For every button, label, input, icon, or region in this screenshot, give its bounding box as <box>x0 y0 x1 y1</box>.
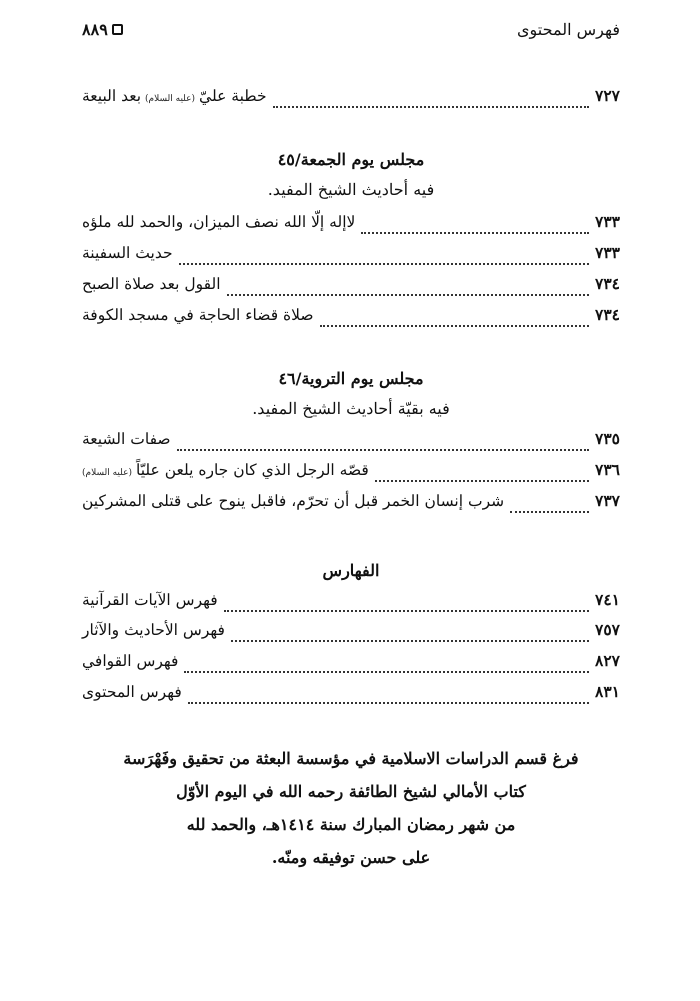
toc-entry[interactable] <box>82 429 620 457</box>
toc-entry-title <box>82 87 267 105</box>
toc-entry-title: لاإله إلّا الله نصف الميزان، والحمد لله ملؤه <box>82 213 356 231</box>
toc-entry-title <box>82 461 369 479</box>
toc-entry-page: ٧٣٣ <box>595 243 620 262</box>
section-subheading: فيه بقيّة أحاديث الشيخ المفيد. <box>252 399 450 418</box>
leader-dots <box>273 105 589 108</box>
colophon <box>82 742 620 874</box>
toc-entry-page: ٧٣٧ <box>595 491 620 510</box>
toc-entry-text: خطبة عليّ <box>199 87 267 105</box>
toc-entry[interactable] <box>82 590 620 618</box>
toc-entry-page: ٨٢٧ <box>595 651 620 670</box>
leader-dots <box>177 448 589 451</box>
leader-dots <box>231 639 589 642</box>
toc-entry-page: ٧٣٤ <box>595 305 620 324</box>
colophon-line: على حسن توفيقه ومنّه. <box>271 848 431 867</box>
toc-entry-title: فهرس المحتوى <box>82 683 182 701</box>
toc-entry[interactable] <box>82 86 620 114</box>
toc-entry[interactable] <box>82 212 620 240</box>
toc-entry-title: شرب إنسان الخمر قبل أن تحرّم، فاقبل ينوح على قتلى المشركين <box>82 492 505 510</box>
toc-entry-title: حديث السفينة <box>82 244 173 262</box>
toc-entry-page: ٨٣١ <box>595 682 620 701</box>
toc-entry-text: قصّه الرجل الذي كان جاره يلعن عليّاً <box>136 461 369 479</box>
leader-dots <box>224 609 589 612</box>
colophon-line: فرغ قسم الدراسات الاسلامية في مؤسسة البعثة من تحقيق وفَهْرَسة <box>123 749 579 768</box>
toc-entry[interactable] <box>82 682 620 710</box>
section-heading: مجلس يوم الجمعة/٤٥ <box>277 150 425 169</box>
square-icon <box>112 24 123 35</box>
leader-dots <box>179 262 589 265</box>
toc-entry-page: ٧٥٧ <box>595 620 620 639</box>
toc-entry[interactable] <box>82 243 620 271</box>
section-subheading: فيه أحاديث الشيخ المفيد. <box>267 180 435 199</box>
section-heading: مجلس يوم التروية/٤٦ <box>278 369 424 388</box>
toc-entry-note: (عليه السلام) <box>82 468 132 478</box>
toc-entry-title: صلاة قضاء الحاجة في مسجد الكوفة <box>82 306 314 324</box>
page-number-block <box>82 20 123 39</box>
colophon-line: كتاب الأمالي لشيخ الطائفة رحمه الله في اليوم الأوّل <box>176 782 526 801</box>
toc-entry-page: ٧٣٣ <box>595 212 620 231</box>
toc-entry[interactable] <box>82 274 620 302</box>
toc-entry[interactable] <box>82 491 620 519</box>
toc-entry-title: القول بعد صلاة الصبح <box>82 275 221 293</box>
toc-entry[interactable] <box>82 651 620 679</box>
toc-entry-title: فهرس الأحاديث والآثار <box>82 621 225 639</box>
toc-entry-page: ٧٤١ <box>595 590 620 609</box>
section-heading: الفهارس <box>322 561 380 580</box>
colophon-line: من شهر رمضان المبارك سنة ١٤١٤هـ، والحمد لله <box>186 815 516 834</box>
header-title: فهرس المحتوى <box>517 20 620 39</box>
toc-entry[interactable] <box>82 460 620 488</box>
leader-dots <box>184 670 589 673</box>
leader-dots <box>320 324 589 327</box>
leader-dots <box>375 479 589 482</box>
toc-entry-title: صفات الشيعة <box>82 430 171 448</box>
toc-entry[interactable] <box>82 305 620 333</box>
toc-entry[interactable] <box>82 620 620 648</box>
leader-dots <box>510 510 589 513</box>
toc-entry-title: فهرس القوافي <box>82 652 179 670</box>
toc-entry-page: ٧٢٧ <box>595 86 620 105</box>
toc-entry-page: ٧٣٤ <box>595 274 620 293</box>
toc-entry-note: (عليه السلام) <box>145 94 196 104</box>
toc-entry-page: ٧٣٥ <box>595 429 620 448</box>
page-number: ٨٨٩ <box>82 20 108 39</box>
toc-entry-page: ٧٣٦ <box>595 460 620 479</box>
toc-entry-title: فهرس الآيات القرآنية <box>82 591 218 609</box>
leader-dots <box>227 293 589 296</box>
toc-entry-text: بعد البيعة <box>82 87 142 105</box>
running-header <box>82 20 620 39</box>
leader-dots <box>188 701 589 704</box>
leader-dots <box>361 231 589 234</box>
